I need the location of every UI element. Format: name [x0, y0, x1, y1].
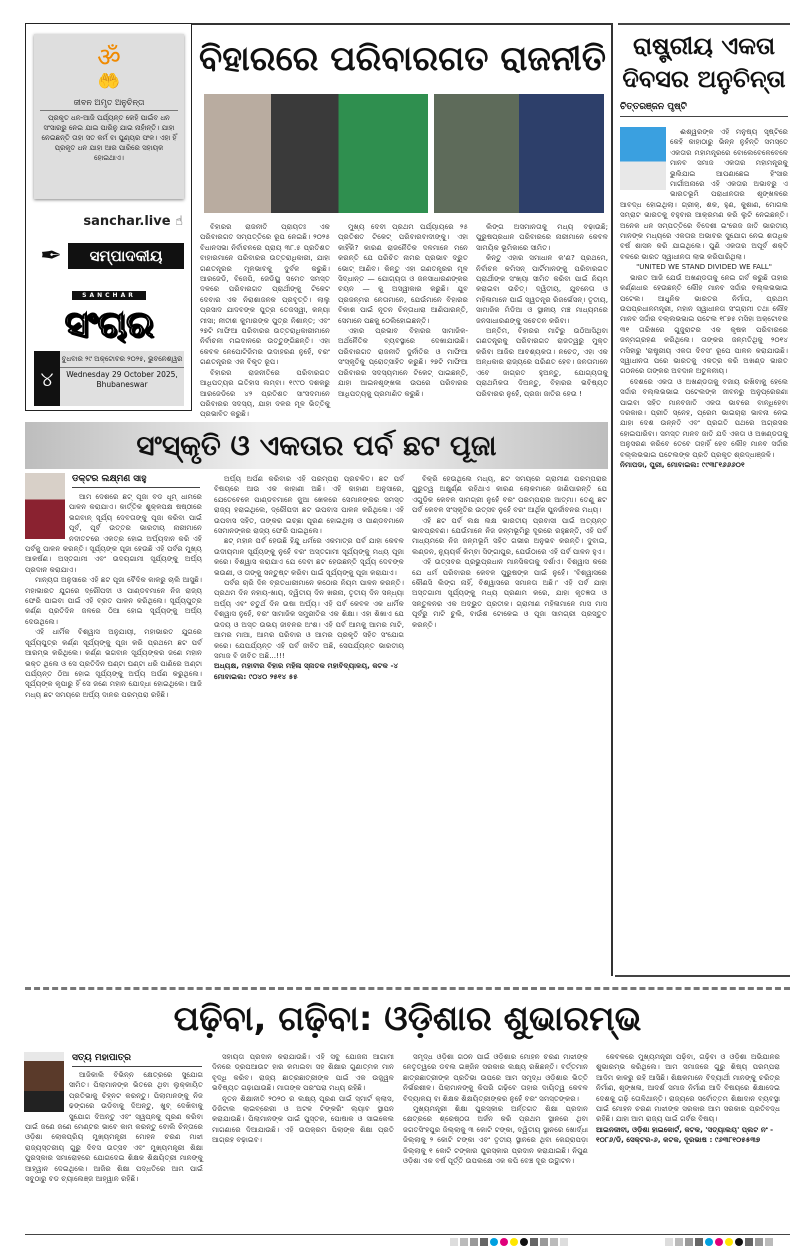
date-odia: ବୁଧବାର ୨୯ ଅକ୍ଟୋବର ୨୦୨୫, ଭୁବନେଶ୍ୱର [61, 355, 183, 363]
date-box [34, 351, 184, 406]
education-author: ସତ୍ୟ ମହାପାତ୍ର [72, 1053, 131, 1063]
unity-end-rule [615, 975, 790, 977]
unity-byline-rule [620, 116, 788, 117]
chhath-column-1: ଆମ ଦେଶରେ ଛଟ୍ ପୂଜା ବଡ ଧୂମ୍ ଧାମରେ ପାଳନ କରାଯାଏ। କାର୍ତ୍ତିକ ଶୁକ୍ଳପକ୍ଷ ଷଷ୍ଠୀରେ ଭଗବାନ୍ ସୂର୍ଯ୍ୟ ଦେବତାଙ୍କୁ ପୂଜା କରିବା ପାଇଁ ପୂର୍ବ, ପୂର୍ବ ଉତ୍ତର ଭାରତୀୟ ନାରୀମାନେ ନଦୀତଟରେ ଏକତ୍ର ହୋଇ ଅର୍ଘ୍ୟଦାନ କରି ଏହି ପର୍ବକୁ ପାଳନ କରନ୍ତି। ସୂର୍ଯ୍ୟଙ୍କ ପୂଜା ହେଉଛି ଏହି ପର୍ବର ମୁଖ୍ୟ ଆକର୍ଷଣ। ଅସ୍ତଗାମୀ ଏବଂ ଉଦୟଗାମୀ ସୂର୍ଯ୍ୟଙ୍କୁ ଅର୍ଘ୍ୟ ପ୍ରଦାନ କରାଯାଏ। ମାନ୍ୟତା ଅନୁସାରେ ଏହି ଛଟ ପୂଜା ବୈଦିକ କାଳରୁ ଚାଲି ଆସୁଛି। ମହାଭାରତ ଯୁଗରେ ଦ୍ରୌପଦୀ ଓ ପାଣ୍ଡବମାନେ ନିଜ ରାଜ୍ୟ ଫେରି ପାଇବା ପାଇଁ ଏହି ବ୍ରତ ପାଳନ କରିଥିଲେ। ସୂର୍ଯ୍ୟପୁତ୍ର କର୍ଣ୍ଣ ପ୍ରତିଦିନ ଜଳରେ ଠିଆ ହୋଇ ସୂର୍ଯ୍ୟଙ୍କୁ ଅର୍ଘ୍ୟ ଦେଉଥିଲେ। ଏହି ଧାର୍ମିକ ବିଶ୍ୱାସ ଅନୁଯାୟୀ, ମହାଭାରତ ଯୁଗରେ ସୂର୍ଯ୍ୟପୁତ୍ର କର୍ଣ୍ଣ ସୂର୍ଯ୍ୟଙ୍କୁ ପୂଜା କରି ପ୍ରଥମେ ଛଟ ପର୍ବ ଆରମ୍ଭ କରିଥିଲେ। କର୍ଣ୍ଣ ଭଗବାନ ସୂର୍ଯ୍ୟଙ୍କର ଜଣେ ମହାନ ଭକ୍ତ ଥିଲେ ଓ ସେ ପ୍ରତିଦିନ ଘଣ୍ଟା ଘଣ୍ଟା ଧରି ପାଣିରେ ଅଣ୍ଟା ପର୍ଯ୍ୟନ୍ତ ଠିଆ ହୋଇ ସୂର୍ଯ୍ୟଙ୍କୁ ଅର୍ଘ୍ୟ ଅର୍ପଣ କରୁଥିଲେ। ସୂର୍ଯ୍ୟଙ୍କ କୃପାରୁ ହିଁ ସେ ଜଣେ ମହାନ ଯୋଦ୍ଧା ହୋଇଥିଲେ। ଆଜି ମଧ୍ୟ ଛଟ ସମୟରେ ଅର୍ଘ୍ୟ ଦାନର ପରମ୍ପରା ରହିଛି। [25, 492, 202, 699]
lead-photo-family [204, 94, 428, 213]
daily-quote-box [34, 34, 184, 199]
logo-tag: SANCHAR [72, 291, 146, 300]
quote-title: ଜୀବନ ଅମୃତ ଅନୁଚିନ୍ତା [40, 98, 178, 111]
chhath-footer-2: ମୋବାଇଲ: ୯୦୪୦ ୨୫୧୪ ୫୫ [214, 671, 298, 681]
lead-photo-leaders [434, 94, 604, 213]
chhath-column-2: ଅର୍ଘ୍ୟ ଅର୍ପଣ କରିବାର ଏହି ପରମ୍ପରା ପ୍ରଚଳିତ। ଛଟ ପର୍ବ ବିଷୟରେ ଆଉ ଏକ କାହାଣୀ ଅଛି। ଏହି କାହାଣୀ ଅନୁସାରେ, ଯେତେବେଳେ ପାଣ୍ଡବମାନେ ଜୁଆ ଖେଳରେ ସେମାନଙ୍କର ସମସ୍ତ ରାଜ୍ୟ ହରାଇଥିଲେ, ଦ୍ରୌପଦୀ ଛଟ ଉପବାସ ପାଳନ କରିଥିଲେ। ଏହି ଉପବାସ ସହିତ, ତାଙ୍କର ଇଚ୍ଛା ପୂରଣ ହୋଇଥିଲା ଓ ପାଣ୍ଡବମାନେ ସେମାନଙ୍କର ରାଜ୍ୟ ଫେରି ପାଇଥିଲେ। ଛଟ୍ ମହାନ ପର୍ବ ହେଉଛି ହିନ୍ଦୁ ଧର୍ମରେ ଏକମାତ୍ର ପର୍ବ ଯାହା କେବଳ ଉଦୀୟମାନ ସୂର୍ଯ୍ୟଙ୍କୁ ନୁହେଁ ବରଂ ଅସ୍ତଗାମୀ ସୂର୍ଯ୍ୟଙ୍କୁ ମଧ୍ୟ ପୂଜା କରେ। ବିଶ୍ୱାସ କରାଯାଏ ଯେ ଦେବୀ ଛଟ ହେଉଛନ୍ତି ସୂର୍ଯ୍ୟ ଦେବଙ୍କ ଭଉଣୀ, ଓ ତାଙ୍କୁ ସନ୍ତୁଷ୍ଟ କରିବା ପାଇଁ ସୂର୍ଯ୍ୟଙ୍କୁ ପୂଜା କରାଯାଏ। ପର୍ବର ଚାରି ଦିନ ବ୍ରତଧାରୀମାନେ କଠୋର ନିୟମ ପାଳନ କରନ୍ତି। ପ୍ରଥମ ଦିନ ନହାୟ-ଖାୟ, ଦ୍ୱିତୀୟ ଦିନ ଖରନା, ତୃତୀୟ ଦିନ ସନ୍ଧ୍ୟା ଅର୍ଘ୍ୟ ଏବଂ ଚତୁର୍ଥ ଦିନ ଉଷା ଅର୍ଘ୍ୟ। ଏହି ପର୍ବ କେବଳ ଏକ ଧାର୍ମିକ ବିଶ୍ୱାସ ନୁହେଁ, ବରଂ ସାମାଜିକ ସମ୍ପ୍ରୀତିର ଏକ ଶିକ୍ଷା। ଏହା ଶିଖାଏ ଯେ ଉଦୟ ଓ ଅସ୍ତ ଉଭୟ ଜୀବନର ଅଂଶ। ଏହି ପର୍ବ ଆମକୁ ଆମର ମାଟି, ଆମର ମାଆ, ଆମର ପରିବାର ଓ ଆମର ପ୍ରକୃତି ସହିତ ସଂଯୋଗ କରେ। ଯେପର୍ଯ୍ୟନ୍ତ ଏହି ପର୍ବ ଜୀବିତ ଅଛି, ସେପର୍ଯ୍ୟନ୍ତ ଭାରତୀୟ ସମାଜ ବି ଜୀବିତ ଅଛି...!!! ଅଧ୍ୟକ୍ଷ, ମହାବୀର ବିହାର ମହିଳା ସ୍ନାତକ ମହାବିଦ୍ୟାଳୟ, କଟକ -୪ ମୋବାଇଲ: ୯୦୪୦ ୨୫୧୪ ୫୫ [214, 474, 404, 681]
education-headline: ପଢ଼ିବା, ଗଢ଼ିବା: ଓଡ଼ିଶାର ଶୁଭାରମ୍ଭ [173, 999, 642, 1039]
om-icon: ॐ [97, 43, 121, 73]
section-label: ସମ୍ପାଦକୀୟ [68, 243, 184, 269]
quote-text: ପ୍ରକୃତ ଧନ-ଆଜି ପର୍ଯ୍ୟନ୍ତ କେହି ପାଇଁବ ଧନ ସଂସାରରୁ ନେଇ ଯାଇ ପାରିନୁ ଯାଇ ନାହାଁନ୍ତି। ଯାହା ନେଇଛନ୍ତି ତାହା ସତ କର୍ମ ବା ପୁଣ୍ୟର ଫଳ। ଏହା ହିଁ ପ୍ରକୃତ ଧନ ଯାହା ଆର ପାରିରେ ସହାୟକ ହୋଇଥାଏ। [41, 114, 177, 162]
page-number: ୪ [34, 351, 60, 406]
lead-headline: ବିହାରରେ ପରିବାରଗତ ରାଜନୀତି [199, 39, 606, 79]
chhath-headline: ସଂସ୍କୃତି ଓ ଏକତାର ପର୍ବ ଛଟ ପୂଜା [25, 422, 608, 469]
unity-headline: ରାଷ୍ଟ୍ରୀୟ ଏକତା ଦିବସର ଅନୁଚିନ୍ତା [622, 32, 786, 93]
education-column-3: ସମୃଦ୍ଧ ଓଡ଼ିଶା ଗଠନ ପାଇଁ ଓଡ଼ିଶାର ମୋହନ ଚରଣ ମାଝୀଙ୍କ ନେତୃତ୍ୱରେ ଡବଲ ଇଞ୍ଜିନ ସରକାର ଲକ୍ଷ୍ୟ ରଖିଛନ୍ତି। ବର୍ତ୍ତମାନ ଛାତ୍ରଛାତ୍ରୀଙ୍କ ପ୍ରତିଭା ଉପରେ ଆମ ସମୃଦ୍ଧ ଓଡ଼ିଶାର ଭିତ୍ତି ନିର୍ଭରଶୀଳ। ପିଲାମାନଙ୍କୁ କିପରି ଗଢ଼ିବେ ତାହାର ଦାୟିତ୍ୱ କେବଳ ବିଦ୍ୟାଳୟ ବା ଶିକ୍ଷକ ଶିକ୍ଷୟିତ୍ରୀଙ୍କର ନୁହେଁ ବରଂ ସମସ୍ତଙ୍କର। ମୁଖ୍ୟମନ୍ତ୍ରୀ ଶିକ୍ଷା ପୁରସ୍କାର ଅର୍ନ୍ତଗତ ଶିକ୍ଷା ପ୍ରଦାନ କ୍ଷେତ୍ରରେ ଶ୍ରେଷ୍ଠତା ଅର୍ଜନ କରି ପ୍ରଥମ ସ୍ଥାନରେ ଥିବା ଜଗତସିଂହପୁର ଜିଲ୍ଲାକୁ ୩ କୋଟି ଟଙ୍କା, ଦ୍ୱିତୀୟ ସ୍ଥାନରେ ଖୋର୍ଦ୍ଧା ଜିଲ୍ଲାକୁ ୨ କୋଟି ଟଙ୍କା ଏବଂ ତୃତୀୟ ସ୍ଥାନରେ ଥିବା କେନ୍ଦ୍ରାପଡ଼ା ଜିଲ୍ଲାକୁ ୧ କୋଟି ଟଙ୍କାର ପୁରସ୍କାର ପ୍ରଦାନ କରାଯାଇଛି। ନିପୁଣ ଓଡ଼ିଶା ଏକ ବର୍ଷ ପୂର୍ତ୍ତି ଉପଲକ୍ଷେ ଏକ କପି ବେଞ୍ଚ ଦୂର ଉଦ୍ଘାଟନ। [403, 1052, 588, 1166]
education-byline-rule [72, 1066, 202, 1067]
unity-footer: ନିମାପଡା, ପୁରୀ, ମୋବାଇଲ: ୯୯୩୮୧୬୬୬୦୧ [620, 460, 745, 469]
masthead-panel [25, 23, 192, 411]
top-rule [192, 23, 612, 25]
editorial-badge [34, 239, 184, 273]
lead-column-2: ମୁଖ୍ୟ ଦେବୀ ପ୍ରଥମ ପର୍ଯ୍ୟାୟରେ ୨୫ ପ୍ରତିଶତ ଟିକେଟ୍ ପରିବାରବାଦୀଙ୍କୁ। ଏହା କାହିଁକି? କାରଣ ରାଜନୈତିକ ଦଳମାନେ ମନେ କରନ୍ତି ଯେ ପରିଚିତ ନାମର ପ୍ରଭାବ ଦ୍ରୁତ ଭୋଟ୍ ଆଣିବ। କିନ୍ତୁ ଏହା ଗଣତନ୍ତ୍ରର ମୂଳ ସିଦ୍ଧାନ୍ତ — ଯୋଗ୍ୟତା ଓ ଜନସାଧାରଣଙ୍କର ଚୟନ — କୁ ଅସ୍ୱୀକାର କରୁଛି। ଯୁବ ପ୍ରଜନ୍ମର ନେତାମାନେ, ଯେଉଁମାନେ ବିହାରର ବିକାଶ ପାଇଁ ନୂତନ ଚିନ୍ତାଧାରା ଆଣିପାରନ୍ତି, ସେମାନେ ପଛକୁ ଠେଲିହୋଇଛନ୍ତି। ଏହାର ପ୍ରଭାବ ବିହାରର ସାମାଜିକ-ଅର୍ଥନୈତିକ ବ୍ୟବସ୍ଥାରେ ଦେଖାଯାଉଛି। ପରିବାରଗତ ରାଜନୀତି ଦୁର୍ନୀତିର ଓ ମାଫିଆ ସଂସ୍କୃତିକୁ ପ୍ରୋତ୍ସାହିତ କରୁଛି। ୨୭ଟି ମାଫିଆ ପରିବାରର ସଦସ୍ୟମାନେ ଟିକେଟ୍ ପାଇଛନ୍ତି, ଯାହା ଆଇନଶୃଙ୍ଖଳା ଉପରେ ପରିବାରର ଆଧିପତ୍ୟକୁ ପ୍ରମାଣିତ କରୁଛି। [338, 222, 468, 398]
lead-headline-box [195, 28, 610, 90]
education-footer-1: ଆଇନଜୀବୀ, ଓଡ଼ିଶା ହାଇକୋର୍ଟ, କଟକ, 'ସତ୍ୟାଲୟ' ପ୍ଲଟ ନଂ - [596, 1124, 774, 1134]
chhath-author: ଡକ୍ଟର ଲକ୍ଷ୍ମଣ ସାହୁ [72, 474, 147, 484]
website-text: sanchar.live [83, 214, 171, 229]
website-link[interactable] [83, 214, 183, 229]
education-column-4: କେବଳରେ ମୁଖ୍ୟମନ୍ତ୍ରୀ ପଢ଼ିବା, ଗଢ଼ିବା ଓ ଓଡ଼ିଶା ଅଭିଯାନର ଶୁଭାରମ୍ଭ କରିଥିଲେ। ଆମ ସମାଜରେ ଗୁରୁ ଶିଷ୍ୟ ପରମ୍ପରା ଆଦିମ କାଳରୁ ରହି ଆସିଛି। ଶିକ୍ଷକମାନେ ବିଦ୍ୟାର୍ଥୀ ମାନଙ୍କୁ ଚରିତ୍ର ନିର୍ମାଣ, ଶୃଙ୍ଖଳା, ଆଦର୍ଶ ସମାଜ ନିର୍ମାଣ ଆଦି ବିଷୟରେ ଶିକ୍ଷାଦେଇ ଦେଶକୁ ଗଢ଼ି ତୋଳିଥାନ୍ତି। ରାଜ୍ୟରେ ସର୍ବୋତ୍ତମ ଶିକ୍ଷାଦାନ ବ୍ୟବସ୍ଥା ପାଇଁ ମୋହନ ଚରଣ ମାଝୀଙ୍କ ସରକାର ଆମ ସରକାର ପ୍ରତିବଦ୍ଧ ରହିଛି। ଯାହା ଆମ ରାଜ୍ୟ ପାଇଁ ଗର୍ବର ବିଷୟ। ଆଇନଜୀବୀ, ଓଡ଼ିଶା ହାଇକୋର୍ଟ, କଟକ, 'ସତ୍ୟାଲୟ' ପ୍ଲଟ ନଂ - ୧୦୮୬/ଡି, ସେକ୍ଟର-୬, କଟକ, ଦୂରଭାଷ : ୯୬୩୮୧୦୫୫୩୭ [596, 1052, 780, 1145]
right-top-rule [618, 23, 790, 25]
lead-column-3: ଲିଙ୍ଗ ଅସମାନତାକୁ ମଧ୍ୟ ବଢ଼ାଉଛି; ପୁରୁଷପ୍ରଧାନ ପରିବାରରେ ନାରୀମାନେ କେବଳ ସାମୟିକ ଭୂମିକାରେ ସୀମିତ। କିନ୍ତୁ ଏହାର ସମାଧାନ କ'ଣ? ପ୍ରଥମେ, ନିର୍ବାଚନ କମିସନ୍ ପାର୍ଟିମାନଙ୍କୁ ପରିବାରଗତ ପ୍ରାର୍ଥୀଙ୍କ ସଂଖ୍ୟା ସୀମିତ କରିବା ପାଇଁ ନିୟମ କରାଇବା ଉଚିତ୍। ଦ୍ୱିତୀୟ, ଯୁବନେତା ଓ ମହିଳାମାନେ ପାଇଁ ସ୍ୱତନ୍ତ୍ର ରିଜର୍ଭେସନ୍। ତୃତୀୟ, ସାମାଜିକ ମିଡିଆ ଓ ସ୍ଥାନୀୟ ମଞ୍ଚ ମାଧ୍ୟମରେ ଜନସାଧାରଣଙ୍କୁ ସଚେତନ କରିବା। ଅନ୍ତିମ, ବିହାରର ମାଟିରୁ ଉଠିଆସିଥିବା ଗଣତନ୍ତ୍ରକୁ ପରିବାରଗତ ରାଜତ୍ୱରୁ ମୁକ୍ତ କରିବା ଆଜିର ଆବଶ୍ୟକତା। ନଚେତ୍, ଏହା ଏକ ଅନ୍ଧକାର ରାଜ୍ୟରେ ପରିଣତ ହେବ। ଜନତାମାନେ ଏବେ ଜାଗ୍ରତ ହୁଅନ୍ତୁ, ଯୋଗ୍ୟତାକୁ ପ୍ରାଥମିକତା ଦିଅନ୍ତୁ, ବିହାରର ଭବିଷ୍ୟତ ପରିବାରର ନୁହେଁ, ପ୍ରଜା ଜାତିର ହେଉ ! [476, 222, 608, 398]
color-registration-bar-right [665, 1238, 773, 1246]
logo-text: ସଂଚାର [64, 304, 154, 345]
unity-slogan: "UNITED WE STAND DIVIDED WE FALL" [636, 263, 772, 272]
newspaper-logo [34, 282, 184, 347]
chhath-byline-rule [72, 487, 200, 488]
praying-hands-icon: 🤲 [97, 71, 121, 92]
section-divider [25, 987, 790, 990]
pen-nib-icon: ✒ [40, 241, 62, 271]
chhath-footer-1: ଅଧ୍ୟକ୍ଷ, ମହାବୀର ବିହାର ମହିଳା ସ୍ନାତକ ମହାବିଦ୍ୟାଳୟ, କଟକ -୪ [214, 661, 399, 671]
education-column-1: ଆଜିକାଲି ବିଭିନ୍ନ କ୍ଷେତ୍ରରେ ସୁଯୋଗ ସୀମିତ। ପିଲାମାନଙ୍କ ଭିତରେ ଥିବା ଲୁକ୍କାୟିତ ପ୍ରତିଭାକୁ ଚିହ୍ନଟ କରନ୍ତୁ। ପିଲାମାନଙ୍କୁ ନିଜ ଢଙ୍ଗରେ ଉଡିବାକୁ ଦିଅନ୍ତୁ, ଖୁବ୍ ଦେଖିବାକୁ ସୁଯୋଗ ଦିଅନ୍ତୁ ଏବଂ ସ୍ୱପ୍ନକୁ ପୂରଣ କରିବା ପାଇଁ ଜଣେ ଜଣେ ମେଣ୍ଟର ଭାବେ କାମ କରନ୍ତୁ ବୋଲି ଚିନ୍ତାରେ ଓଡ଼ିଶା ଲୋକପ୍ରିୟ ମୁଖ୍ୟମନ୍ତ୍ରୀ ମୋହନ ଚରଣ ମାଝୀ ରାଜ୍ୟସ୍ତରୀୟ ଗୁରୁ ଦିବସ ଉତ୍ସବ ଏବଂ ମୁଖ୍ୟମନ୍ତ୍ରୀ ଶିକ୍ଷା ପୁରସ୍କାର ସମାରୋହରେ ଯୋଗଦେଇ ଶିକ୍ଷକ ଶିକ୍ଷୟିତ୍ରୀ ମାନଙ୍କୁ ଆହ୍ୱାନ ଦେଇଥିଲେ। ଆଜିର ଶିକ୍ଷା ପଦ୍ଧତିରେ ଆମ ପାଇଁ ସବୁଠାରୁ ବଡ ଚ୍ୟାଲେଞ୍ଜ ଆହ୍ୱାନ ରହିଛି। [25, 1070, 203, 1184]
date-english: Wednesday 29 October 2025, Bhubaneswar [60, 367, 184, 390]
column-divider [611, 23, 613, 976]
chhath-column-3: ବିକ୍ରି ହେଉଥିଲେ ମଧ୍ୟ, ଛଟ ସମୟରେ ଗ୍ରାମୀଣ ପରମ୍ପରାର ଗୁରୁତ୍ୱ ଅକ୍ଷୁର୍ଣ୍ଣ ରହିଥାଏ କାରଣ ଲୋକମାନେ ଜାଣିପାରନ୍ତି ଯେ ଏଗୁଡ଼ିକ କେବଳ ସାମଗ୍ରୀ ନୁହେଁ ବରଂ ପରମ୍ପରାର ଆତ୍ମା। ତେଣୁ ଛଟ ପର୍ବ କେବଳ ସଂସ୍କୃତିର ଉତ୍ସବ ନୁହେଁ ବରଂ ଆର୍ଥିକ ପୁନର୍ଜୀବନର ମଧ୍ୟ। ଏହି ଛଟ ପର୍ବ ଲକ୍ଷ ଲକ୍ଷ ଭାରତୀୟ ପ୍ରବାସୀ ପାଇଁ ଅତ୍ୟନ୍ତ ଭାବପ୍ରବଣ। ଯେଉଁମାନେ ନିଜ ଜନ୍ମଭୂମିରୁ ଦୂରରେ ରହୁଛନ୍ତି, ଏହି ପର୍ବ ମାଧ୍ୟମରେ ନିଜ ଜନ୍ମଭୂମି ସହିତ ଗଭୀର ଅନୁଭବ କରନ୍ତି। ଦୁବାଇ, ଲଣ୍ଡନ, ନ୍ୟୁୟର୍କ କିମ୍ବା ସିଙ୍ଗାପୁର, ଯେଉଁଠାରେ ଏହି ପର୍ବ ପାଳନ ହୁଏ। ଏହି ଉତ୍ସବର ପ୍ରଭୁପ୍ରଧାନ ମାନସିକତାକୁ ଦର୍ଶାଏ। ବିଶ୍ୱାସ କରେ ଯେ ଧର୍ମ ପରିବାରର କେବଳ ପୁରୁଷଙ୍କ ପାଇଁ ନୁହେଁ। 'ବିଶ୍ୱାସରେ କୌଣସି ଲିଙ୍ଗ ନାହିଁ, ବିଶ୍ୱାସରେ ସମାନତା ଅଛି।' ଏହି ପର୍ବ ଯାହା ଅସ୍ତଗାମୀ ସୂର୍ଯ୍ୟଙ୍କୁ ମଧ୍ୟ ପ୍ରଣାମ କରେ, ଯାହା କୃତଜ୍ଞତା ଓ ସନ୍ତୁଳନର ଏକ ଅଦ୍ଭୁତ ପ୍ରତୀକ। ଗ୍ରାମୀଣ ମହିଳାମାନେ ମାସ ମାସ ପୂର୍ବରୁ ମାଟି ଚୁଲି, ବାଉଁଶ ଟୋକେଇ ଓ ପୂଜା ସାମଗ୍ରୀ ପ୍ରସ୍ତୁତ କରନ୍ତି। [412, 474, 607, 629]
education-column-2: ସହାୟତା ପ୍ରଦାନ କରାଯାଉଛି। ଏହି ସବୁ ଯୋଜନା ଆଗାମୀ ଦିନରେ ଡ୍ରପଆଉଟ ହାର କମାଇବା ସହ ଶିକ୍ଷାର ଗୁଣାତ୍ମକ ମାନ ବୃଦ୍ଧି କରିବ। ରାଜ୍ୟ ଛାତ୍ରଛାତ୍ରୀଙ୍କ ପାଇଁ ଏକ ଉଜ୍ଜ୍ୱଳ ଭବିଷ୍ୟତ ଗଢ଼ାଯାଉଛି। ମାତାଙ୍କ ପରଂପରା ମଧ୍ୟ ରହିଛି। ନୂତନ ଶିକ୍ଷାନୀତି ୨୦୨୦ ର ଲକ୍ଷ୍ୟ ପୂରଣ ପାଇଁ ସ୍ମାର୍ଟ କ୍ଲାସ, ଡିଜିଟାଲ ଲାଇବ୍ରେରୀ ଓ ଅଟଳ ଟିଙ୍କରିଂ ଲ୍ୟାବ ସ୍ଥାପନ କରାଯାଉଛି। ପିଲାମାନଙ୍କ ପାଇଁ ପୁସ୍ତକ, ପୋଷାକ ଓ ସାଇକେଲ ମାଗଣାରେ ଦିଆଯାଉଛି। ଏହି ଉପକ୍ରମ ପିଲାଙ୍କ ଶିକ୍ଷା ପ୍ରତି ଆଗ୍ରହ ବଢ଼ାଇବ। [212, 1052, 394, 1145]
page-bottom-rule [25, 1234, 790, 1235]
unity-author: ଚିତ୍ତରଞ୍ଜନ ପୃଷ୍ଟି [620, 102, 687, 112]
pointer-hand-icon: ☝ [175, 214, 183, 229]
unity-body: ଈଶ୍ୱରଙ୍କ ଏହି ମନୁଷ୍ୟ ସୃଷ୍ଟିରେ କେହି କାହାଠାରୁ ଭିନ୍ନ ନୁହଁନ୍ତି ସମସ୍ତେ ଏକତାର ମହାମନ୍ତ୍ରରେ ବୋଲେବେଳେବେଳେ ମାନବ ସମାଜ ଏକତାର ମହାମନ୍ତ୍ରକୁ ଭୁଲିଯାଇ ଆପଣାଛେଇ ହିଂସାର ମାର୍ଗୀଅନାରେ ଏହି ଏକତାର ଅଭାବରୁ ଏ ଭାରତଭୂମି ପରାଧୀନତାର ଶୃଙ୍ଖଳରେ ଆବଦ୍ଧ ହୋଇଥିଲା। ଗ୍ରୀକ୍, ଶକ, ହୁଣ, କୁଶାଣ, ମୋଗଲ ସମ୍ରାଟ ଭାରତକୁ ବହୁବାର ଆକ୍ରମଣ କରି ଲୁଟି ନେଇଛନ୍ତି। ଅନେକ ଧନ ସମ୍ପତ୍ତିରେ ବିଦେଶୀ ଇଂରେଜ ଜାତି ଭାରତୀୟ ମାନଙ୍କ ମଧ୍ୟରେ ଏକତାର ଅଭାବର ସୁଯୋଗ ନେଇ ଶତାଧିକ ବର୍ଷ ଶାସନ କରି ଯାଇଥିଲେ। ପୁଣି ଏକତାର ଅପୂର୍ବ ଶକ୍ତି ବଳରେ ଭାରତ ସ୍ୱାଧୀନତା ଲାଭ କରିପାରିଥିଲା। "UNITED WE STAND DIVIDED WE FALL" ଭାରତ ଆଜି ଯେଉଁ ଅଖଣ୍ଡତାକୁ ନେଇ ଗର୍ବ କରୁଛି ତାହାର କର୍ଣ୍ଣଧାର ହେଉଛନ୍ତି ଲୌହ ମାନବ ସର୍ଦ୍ଦାର ବଲ୍ଲଭଭାଇ ପଟେଲ। ଆଧୁନିକ ଭାରତର ନିର୍ମାତା, ପ୍ରଥମ ଉପପ୍ରଧାନମନ୍ତ୍ରୀ, ମହାନ ସ୍ୱାଧୀନତା ସଂଗ୍ରାମୀ ତଥା ଲୌହ ମାନବ ସର୍ଦ୍ଦାର ବଲ୍ଲଭଭାଇ ପଟେଲ ୧୮୭୫ ମସିହା ଅକ୍ଟୋବର ୩୧ ତାରିଖରେ ଗୁଜୁରାଟର ଏକ କୃଷକ ପରିବାରରେ ଜନ୍ମଗ୍ରହଣ କରିଥିଲେ। ତାଙ୍କର ଜନ୍ମତିଥିକୁ ୨୦୧୪ ମସିହାରୁ 'ରାଷ୍ଟ୍ରୀୟ ଏକତା ଦିବସ' ରୂପେ ପାଳନ କରାଯାଉଛି। ସ୍ୱାଧୀନତା ପରେ ଭାରତକୁ ଏକତ୍ର କରି ଅଖଣ୍ଡ ଭାରତ ଗଠନରେ ତାଙ୍କର ଅବଦାନ ଅତୁଳନୀୟ। ଦେଶରେ ଏକତା ଓ ଅଖଣ୍ଡତାକୁ ବଜାୟ ରଖିବାକୁ ହେଲେ ସର୍ଦ୍ଦାର ବଲ୍ଲଭଭାଇ ପଟେଲଙ୍କ ଜୀବନରୁ ଅନୁପ୍ରେରଣା ପାଇବା ସହିତ ମାନବଜାତି ଏକତା ଭାବରେ ବାନ୍ଧିହେବା ଦରକାର। ପ୍ରୀତି ସ୍ନେହ, ପ୍ରେମ ଭାଇଚାରା ଭାବନା ନେଇ ଯାହା ଦେଶ ଉନ୍ନତି ଏବଂ ପ୍ରଗତି ପଥରେ ଅଗ୍ରସର ହୋଇପାରିବା। ସମସ୍ତ ମାନବ ଜାତି ଯଦି ଏକତା ଓ ଅଖଣ୍ଡତାକୁ ଅନୁସରଣ କରିବେ ତେବେ ତାହାହିଁ ହେବ ଲୌହ ମାନବ ସର୍ଦ୍ଦାର ବଲ୍ଲଭଭାଇ ପଟେଲଙ୍କ ପ୍ରତି ପ୍ରକୃତ ଶ୍ରଦ୍ଧାଞ୍ଜଳି। ନିମାପଡା, ପୁରୀ, ମୋବାଇଲ: ୯୯୩୮୧୬୬୬୦୧ [620, 127, 788, 469]
education-footer-2: ୧୦୮୬/ଡି, ସେକ୍ଟର-୬, କଟକ, ଦୂରଭାଷ : ୯୬୩୮୧୦୫୫୩୭ [596, 1135, 761, 1145]
color-registration-bar-left [450, 1238, 568, 1246]
lead-column-1: ବିହାରର ରାଜନୀତି ପ୍ରାୟତଃ ଏକ ପରିବାରଗତ ସମ୍ପତ୍ତିରେ ରୂପ ନେଇଛି। ୨୦୨୫ ବିଧାନସଭା ନିର୍ବାଚନରେ ପ୍ରାୟ ୩୮.୫ ପ୍ରତିଶତ ବାହାରମାନେ ପରିବାରର ଉତ୍ତରାଧିକାରୀ, ଯାହା ଗଣତନ୍ତ୍ରର ମୂଳଭାବକୁ ଦୁର୍ବଳ କରୁଛି। ଆରଜେଡି, ବିଜେପି, ଜେଡିୟୁ ସମେତ ସମସ୍ତ ଦଳରେ ପରିବାରଗତ ପ୍ରାର୍ଥୀଙ୍କୁ ଟିକେଟ ଦେବାର ଏକ ନିରାଶାଜନକ ପ୍ରବୃତ୍ତି। ଲାଲୁ ପ୍ରସାଦ ଯାଦବଙ୍କ ପୁତ୍ର ତେଜସ୍ୱୀ, କନ୍ୟା ମୀସା; ନୀତୀଶ କୁମାରଙ୍କ ପୁତ୍ର ନିଶାନ୍ତ; ଏବଂ ୨୭ଟି ମାଫିଆ ପରିବାରର ଉତ୍ତରାଧିକାରୀମାନେ ନିର୍ବାଚନୀ ମଇଦାନରେ ଉତ୍ତୁଙ୍ଗିଛନ୍ତି। ଏହା କେବଳ ନେପୋଟିଜିମର ଉଦାହରଣ ନୁହେଁ, ବରଂ ଗଣତନ୍ତ୍ରର ଏକ ବିକୃତ ରୂପ। ବିହାରର ରାଜନୀତିରେ ପରିବାରଗତ ଆଧିପତ୍ୟର ଇତିହାସ ଲମ୍ବା। ୧୯୯୦ ଦଶକରୁ ଆରଜେଡିରେ ୪୨ ପ୍ରତିଶତ ସାଂସଦମାନେ ପରିବାରର ସଦସ୍ୟ, ଯାହା ଦଳର ମୂଳ ଭିତ୍ତିକୁ ପ୍ରଭାବିତ କରୁଛି। [200, 222, 330, 419]
